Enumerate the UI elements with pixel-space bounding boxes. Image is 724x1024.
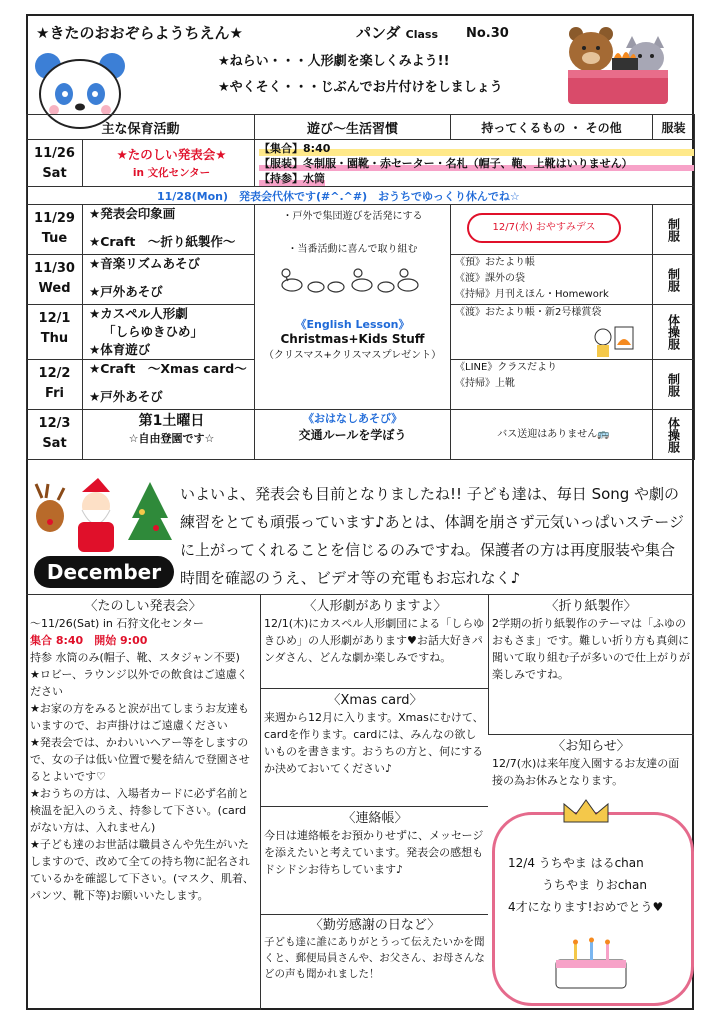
column-divider-right — [488, 594, 489, 734]
geese-illustration — [278, 265, 428, 295]
happyokai-line: ★おうちの方は、入場者カードに必ず名前と検温を記入のうえ、持参して下さい。(cardがない方は、入れません) — [30, 787, 249, 834]
santa-christmas-illustration — [32, 478, 174, 560]
happyokai-section — [30, 598, 256, 904]
oshirase-text: 12/7(水)は来年度入園するお友達の面接の為お休みとなります。 — [492, 757, 680, 787]
oshirase-section — [492, 738, 690, 789]
row-bring: 《預》おたより帳 《渡》課外の袋 《持帰》月刊えほん・Homework — [451, 255, 653, 305]
row-activities: ★発表会印象画 ★Craft ～折り紙製作～ — [83, 205, 255, 255]
happyokai-line: 集合 8:40 開始 9:00 — [30, 634, 148, 647]
row-date: 12/3 Sat — [27, 410, 83, 460]
row-activities: ★Craft ～Xmas card～ ★戸外あそび — [83, 360, 255, 410]
origami-title: 〈折り紙製作〉 — [545, 599, 637, 614]
row-bring: 《LINE》クラスだより 《持帰》上靴 — [451, 360, 653, 410]
bear-cat-kotatsu-illustration — [562, 24, 672, 110]
row-divider-4 — [260, 914, 488, 915]
row-bring: バス送迎はありません🚌 — [451, 410, 653, 460]
row-activities: ★カスペル人形劇 「しらゆきひめ」 ★体育遊び — [83, 305, 255, 360]
column-divider-left — [260, 594, 261, 1010]
happyokai-title: 〈たのしい発表会〉 — [84, 599, 202, 614]
section-divider — [26, 594, 694, 595]
event-details: 【集合】8:40 【服装】冬制服・園靴・赤セーター・名札（帽子、鞄、上靴はいりません） 【持参】水筒 — [255, 140, 695, 187]
origami-section — [492, 598, 690, 683]
row-wear: 制服 — [653, 255, 695, 305]
row-date: 12/2 Fri — [27, 360, 83, 410]
header-play: 遊び～生活習慣 — [255, 115, 451, 140]
play-habits-cell: ・戸外で集団遊びを活発にする ・当番活動に喜んで取り組む 《English Lesson》 Christmas+Kids Stuff （クリスマス+クリスマスプレゼント） — [255, 205, 451, 410]
event-date: 11/26 Sat — [27, 140, 83, 187]
class-name: パンダ Class — [356, 24, 439, 42]
origami-text: 2学期の折り紙製作のテーマは「ふゆのおもさま」です。難しい折り方も真剣に聞いて取り組む子が多いので仕上がりが楽しみですね。 — [492, 617, 690, 681]
row-activities: ★音楽リズムあそび ★戸外あそび — [83, 255, 255, 305]
kinro-text: 子ども達に誰にありがとうって伝えたいかを聞くと、郵便局員さんや、お父さん、お母さんなどの声も聞かれました！ — [264, 936, 485, 980]
ningyogeki-section — [264, 598, 486, 666]
xmas-card-title: 〈Xmas card〉 — [327, 693, 423, 708]
xmas-card-text: 来週から12月に入ります。Xmasにむけて、cardを作ります。cardには、みんなの欲しいものを書きます。おうちの方と、何にするか決めておいてください♪ — [264, 711, 484, 775]
ningyogeki-text: 12/1(木)にカスペル人形劇団による「しらゆきひめ」の人形劇があります♥お話大好きパンダさん、どんな劇か楽しみですね。 — [264, 617, 485, 664]
kinro-title: 〈勤労感謝の日など〉 — [309, 918, 441, 933]
promise-text: ★やくそく・・・じぶんでお片付けをしましょう — [218, 80, 503, 95]
header-activities: 主な保育活動 — [27, 115, 255, 140]
happyokai-line: ★発表会では、かわいいヘアー等をしますので、女の子は低い位置で髪を結んで登園させるとよいです♡ — [30, 736, 250, 783]
row-wear: 体操服 — [653, 305, 695, 360]
row-wear: 制服 — [653, 360, 695, 410]
row-wear: 制服 — [653, 205, 695, 255]
crown-icon — [560, 796, 612, 826]
happyokai-line: ～11/26(Sat) in 石狩文化センター — [30, 617, 204, 630]
december-banner: December — [34, 556, 174, 588]
december-message: いよいよ、発表会も目前となりましたね!! 子ども達は、毎日 Song や劇の練習をとても頑張っています♪あとは、体調を崩さず元気いっぱいステージに上がってくれることを信じるのみですね。保護者の方は再度服装や集合時間を確認のうえ、ビデオ等の充電もお忘れなく♪ — [180, 485, 684, 587]
birthday-cake-illustration — [546, 934, 636, 994]
weekly-schedule-table — [26, 114, 695, 460]
story-play-cell: 《おはなしあそび》 交通ルールを学ぼう — [255, 410, 451, 460]
header-wear: 服装 — [653, 115, 695, 140]
row-bring: 《渡》おたより帳・新2号様賞袋 — [451, 305, 653, 360]
happyokai-line: 持参 水筒のみ(帽子、靴、スタジャン不要) — [30, 651, 240, 664]
happyokai-line: ★ロビー、ラウンジ以外での飲食はご遠慮ください — [30, 668, 248, 698]
happyokai-line: ★お家の方をみると涙が出てしまうお友達もいますので、お声掛けはご遠慮ください — [30, 702, 249, 732]
row-divider-3 — [260, 806, 488, 807]
row-date: 11/30 Wed — [27, 255, 83, 305]
row-divider-2 — [488, 734, 694, 735]
row-activities: 第1土曜日 ☆自由登園です☆ — [83, 410, 255, 460]
day-off-notice: 11/28(Mon) 発表会代休です(#^.^#) おうちでゆっくり休んでね☆ — [27, 187, 695, 205]
cat-painting-illustration — [591, 323, 637, 359]
issue-number: No.30 — [466, 26, 509, 41]
row-divider-1 — [260, 688, 488, 689]
event-title: ★たのしい発表会★ in 文化センター — [83, 140, 255, 187]
aim-text: ★ねらい・・・人形劇を楽しくみよう!! — [218, 54, 450, 69]
oshirase-title: 〈お知らせ〉 — [552, 739, 630, 754]
happyokai-line: ★子ども達のお世話は職員さんや先生がいたしますので、改めて全ての持ち物に記名されているかを確認して下さい。(マスク、肌着、パンツ、靴下等)お願いいたします。 — [30, 838, 254, 902]
xmas-card-section — [264, 692, 486, 777]
renrakucho-text: 今日は連絡帳をお預かりせずに、メッセージを添えたいと考えています。発表会の感想もドシドシお待ちしています♪ — [264, 829, 484, 876]
renrakucho-section — [264, 810, 486, 878]
reminder-bubble: 12/7(水) おやすみデス — [467, 213, 621, 243]
birthday-text: 12/4 うちやま はるchan うちやま りおchan 4才になります!おめでとう♥ — [508, 856, 664, 914]
row-wear: 体操服 — [653, 410, 695, 460]
row-date: 11/29 Tue — [27, 205, 83, 255]
kinro-section — [264, 918, 486, 982]
renrakucho-title: 〈連絡帳〉 — [342, 811, 408, 826]
ningyogeki-title: 〈人形劇がありますよ〉 — [303, 599, 447, 614]
row-bring — [451, 205, 653, 255]
header-bring: 持ってくるもの ・ その他 — [451, 115, 653, 140]
school-name: ★きたのおおぞらようちえん★ — [36, 24, 243, 42]
row-date: 12/1 Thu — [27, 305, 83, 360]
